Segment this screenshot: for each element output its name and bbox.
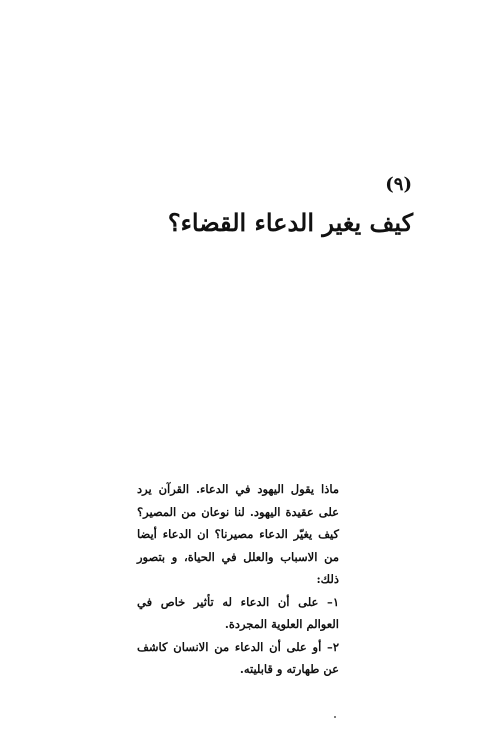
summary-paragraph: ماذا يقول اليهود في الدعاء. القرآن يرد على عقيدة اليهود. لنا نوعان من المصير؟ كيف يغيّر الدعاء مصيرنا؟ ان الدعاء أيضا من الاسباب والعلل في الحياة، و بتصور ذلك: bbox=[137, 482, 339, 586]
summary-point-2: ٢– أو على أن الدعاء من الانسان كاشف عن طهارته و قابليته. bbox=[137, 639, 339, 676]
chapter-number: (٩) bbox=[385, 174, 412, 195]
chapter-title: كيف يغير الدعاء القضاء؟ bbox=[167, 208, 413, 237]
chapter-summary bbox=[137, 478, 339, 681]
summary-point-1: ١– على أن الدعاء له تأثير خاص في العوالم العلوية المجردة. bbox=[137, 594, 339, 631]
page-mark bbox=[334, 716, 336, 718]
